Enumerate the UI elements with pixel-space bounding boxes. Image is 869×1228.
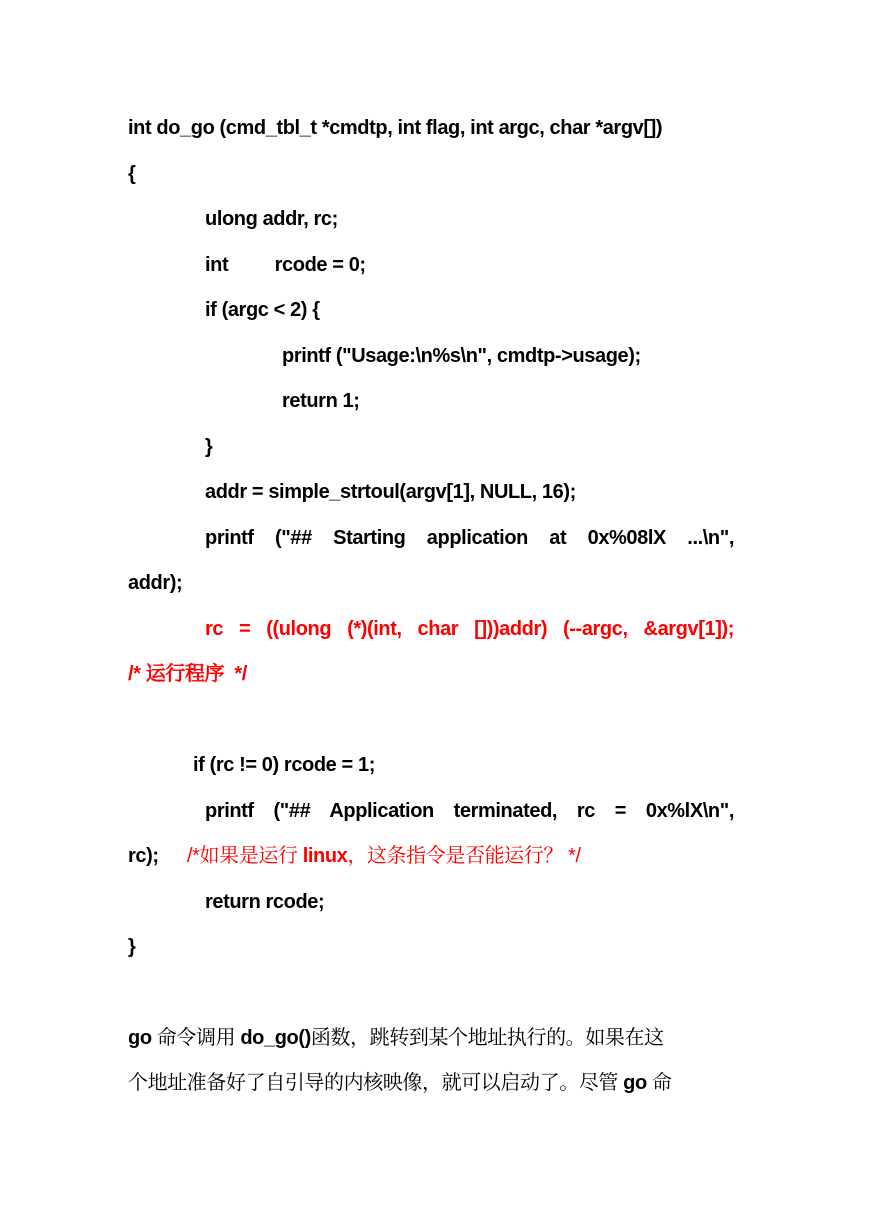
code-return-one: return 1; <box>282 390 360 412</box>
comment-linux-part-c: ，这条指令是否能运行？ */ <box>347 845 581 867</box>
code-close-if: } <box>205 436 213 458</box>
paragraph-text-c: 个地址准备好了自引导的内核映像，就可以启动了。尽管 <box>128 1072 624 1094</box>
code-return-rcode: return rcode; <box>205 891 325 913</box>
paragraph-do-go-keyword: do_go() <box>240 1027 311 1049</box>
comment-linux-keyword: linux <box>302 845 348 867</box>
code-printf-start: printf ("## Starting application at 0x%08lX ...\n", <box>205 527 734 549</box>
code-comment-linux <box>187 842 581 870</box>
code-printf-term: printf ("## Application terminated, rc = 0x%lX\n", <box>205 800 734 822</box>
code-decl-int: int rcode = 0; <box>205 254 366 276</box>
code-printf-start-cont: addr); <box>128 572 183 594</box>
comment-linux-part-a: /*如果是运行 <box>187 845 303 867</box>
code-if-argc: if (argc < 2) { <box>205 299 320 321</box>
code-function-signature: int do_go (cmd_tbl_t *cmdtp, int flag, int argc, char *argv[]) <box>128 117 663 139</box>
paragraph-text-d: 命 <box>646 1072 672 1094</box>
paragraph-text-a: 命令调用 <box>151 1027 241 1049</box>
code-comment-run: /* 运行程序 */ <box>128 663 247 685</box>
paragraph-go-keyword-2: go <box>623 1072 647 1094</box>
paragraph-text-b: 函数，跳转到某个地址执行的。如果在这 <box>310 1027 664 1049</box>
paragraph-line-1 <box>128 1024 664 1052</box>
code-rc-call: rc = ((ulong (*)(int, char []))addr) (--argc, &argv[1]); <box>205 618 734 640</box>
code-decl-ulong: ulong addr, rc; <box>205 208 338 230</box>
paragraph-go-keyword: go <box>128 1027 152 1049</box>
code-printf-term-cont: rc); <box>128 845 159 867</box>
code-addr-assign: addr = simple_strtoul(argv[1], NULL, 16); <box>205 481 576 503</box>
code-printf-usage: printf ("Usage:\n%s\n", cmdtp->usage); <box>282 345 641 367</box>
code-open-brace: { <box>128 163 136 185</box>
code-close-func: } <box>128 936 136 958</box>
code-if-rc: if (rc != 0) rcode = 1; <box>193 754 375 776</box>
paragraph-line-2 <box>128 1069 672 1097</box>
